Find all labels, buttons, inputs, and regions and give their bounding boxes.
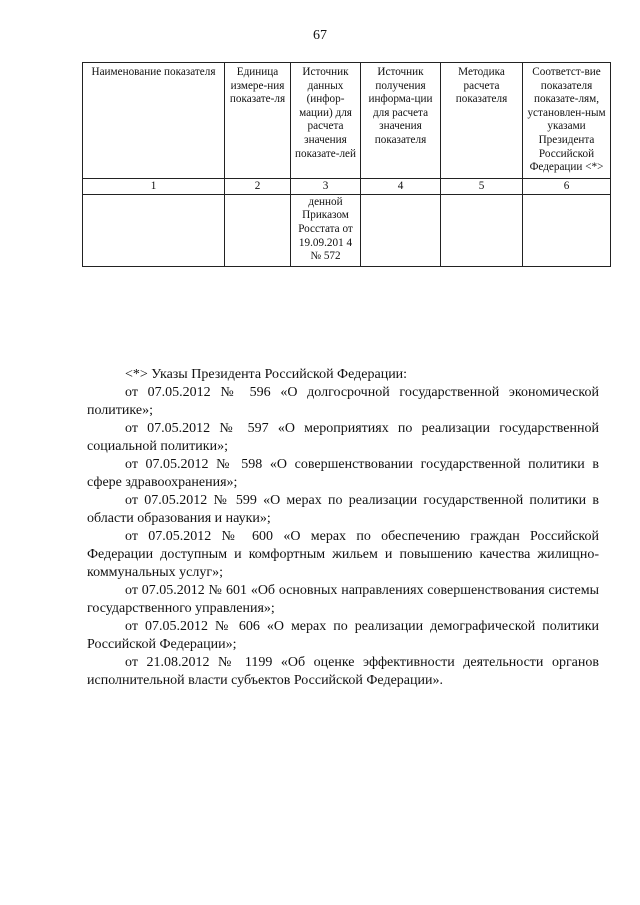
decree-item: от 07.05.2012 № 606 «О мерах по реализации демографической политики Российской Федерации»; (87, 619, 599, 652)
header-indicator-name: Наименование показателя (83, 63, 225, 179)
column-number: 3 (291, 178, 361, 194)
table-number-row (83, 178, 611, 194)
table-cell (225, 194, 291, 266)
decree-item: от 07.05.2012 № 598 «О совершенствовании государственной политики в сфере здравоохранения»; (87, 457, 599, 490)
table-cell (441, 194, 523, 266)
decree-item: от 07.05.2012 № 600 «О мерах по обеспечению граждан Российской Федерации доступным и комфортным жильем и повышению качества жилищно-коммунальных услуг»; (87, 529, 599, 580)
header-unit: Единица измере-ния показате-ля (225, 63, 291, 179)
decree-item: от 07.05.2012 № 601 «Об основных направлениях совершенствования системы государственного управления»; (87, 583, 599, 616)
header-decree-compliance: Соответст-вие показателя показате-лям, установлен-ным указами Президента Российской Федерации <*> (523, 63, 611, 179)
decree-item: от 07.05.2012 № 596 «О долгосрочной государственной экономической политике»; (87, 385, 599, 418)
table-header-row (83, 63, 611, 179)
column-number: 6 (523, 178, 611, 194)
footnote-section (87, 366, 599, 690)
column-number: 1 (83, 178, 225, 194)
header-data-source: Источник данных (инфор-мации) для расчета значения показате-лей (291, 63, 361, 179)
header-method: Методика расчета показателя (441, 63, 523, 179)
decree-item: от 07.05.2012 № 599 «О мерах по реализации государственной политики в области образования и науки»; (87, 493, 599, 526)
table-cell (361, 194, 441, 266)
table-cell (523, 194, 611, 266)
indicators-table (82, 62, 611, 267)
table-cell (83, 194, 225, 266)
page-number: 67 (313, 28, 327, 43)
column-number: 5 (441, 178, 523, 194)
decree-item: от 21.08.2012 № 1199 «Об оценке эффективности деятельности органов исполнительной власти субъектов Российской Федерации». (87, 655, 599, 688)
column-number: 2 (225, 178, 291, 194)
header-info-source: Источник получения информа-ции для расчета значения показателя (361, 63, 441, 179)
table-cell: денной Приказом Росстата от 19.09.201 4 № 572 (291, 194, 361, 266)
column-number: 4 (361, 178, 441, 194)
table-row (83, 194, 611, 266)
decree-item: от 07.05.2012 № 597 «О мероприятиях по реализации государственной социальной политики»; (87, 421, 599, 454)
footnote-title: <*> Указы Президента Российской Федерации: (125, 367, 408, 382)
